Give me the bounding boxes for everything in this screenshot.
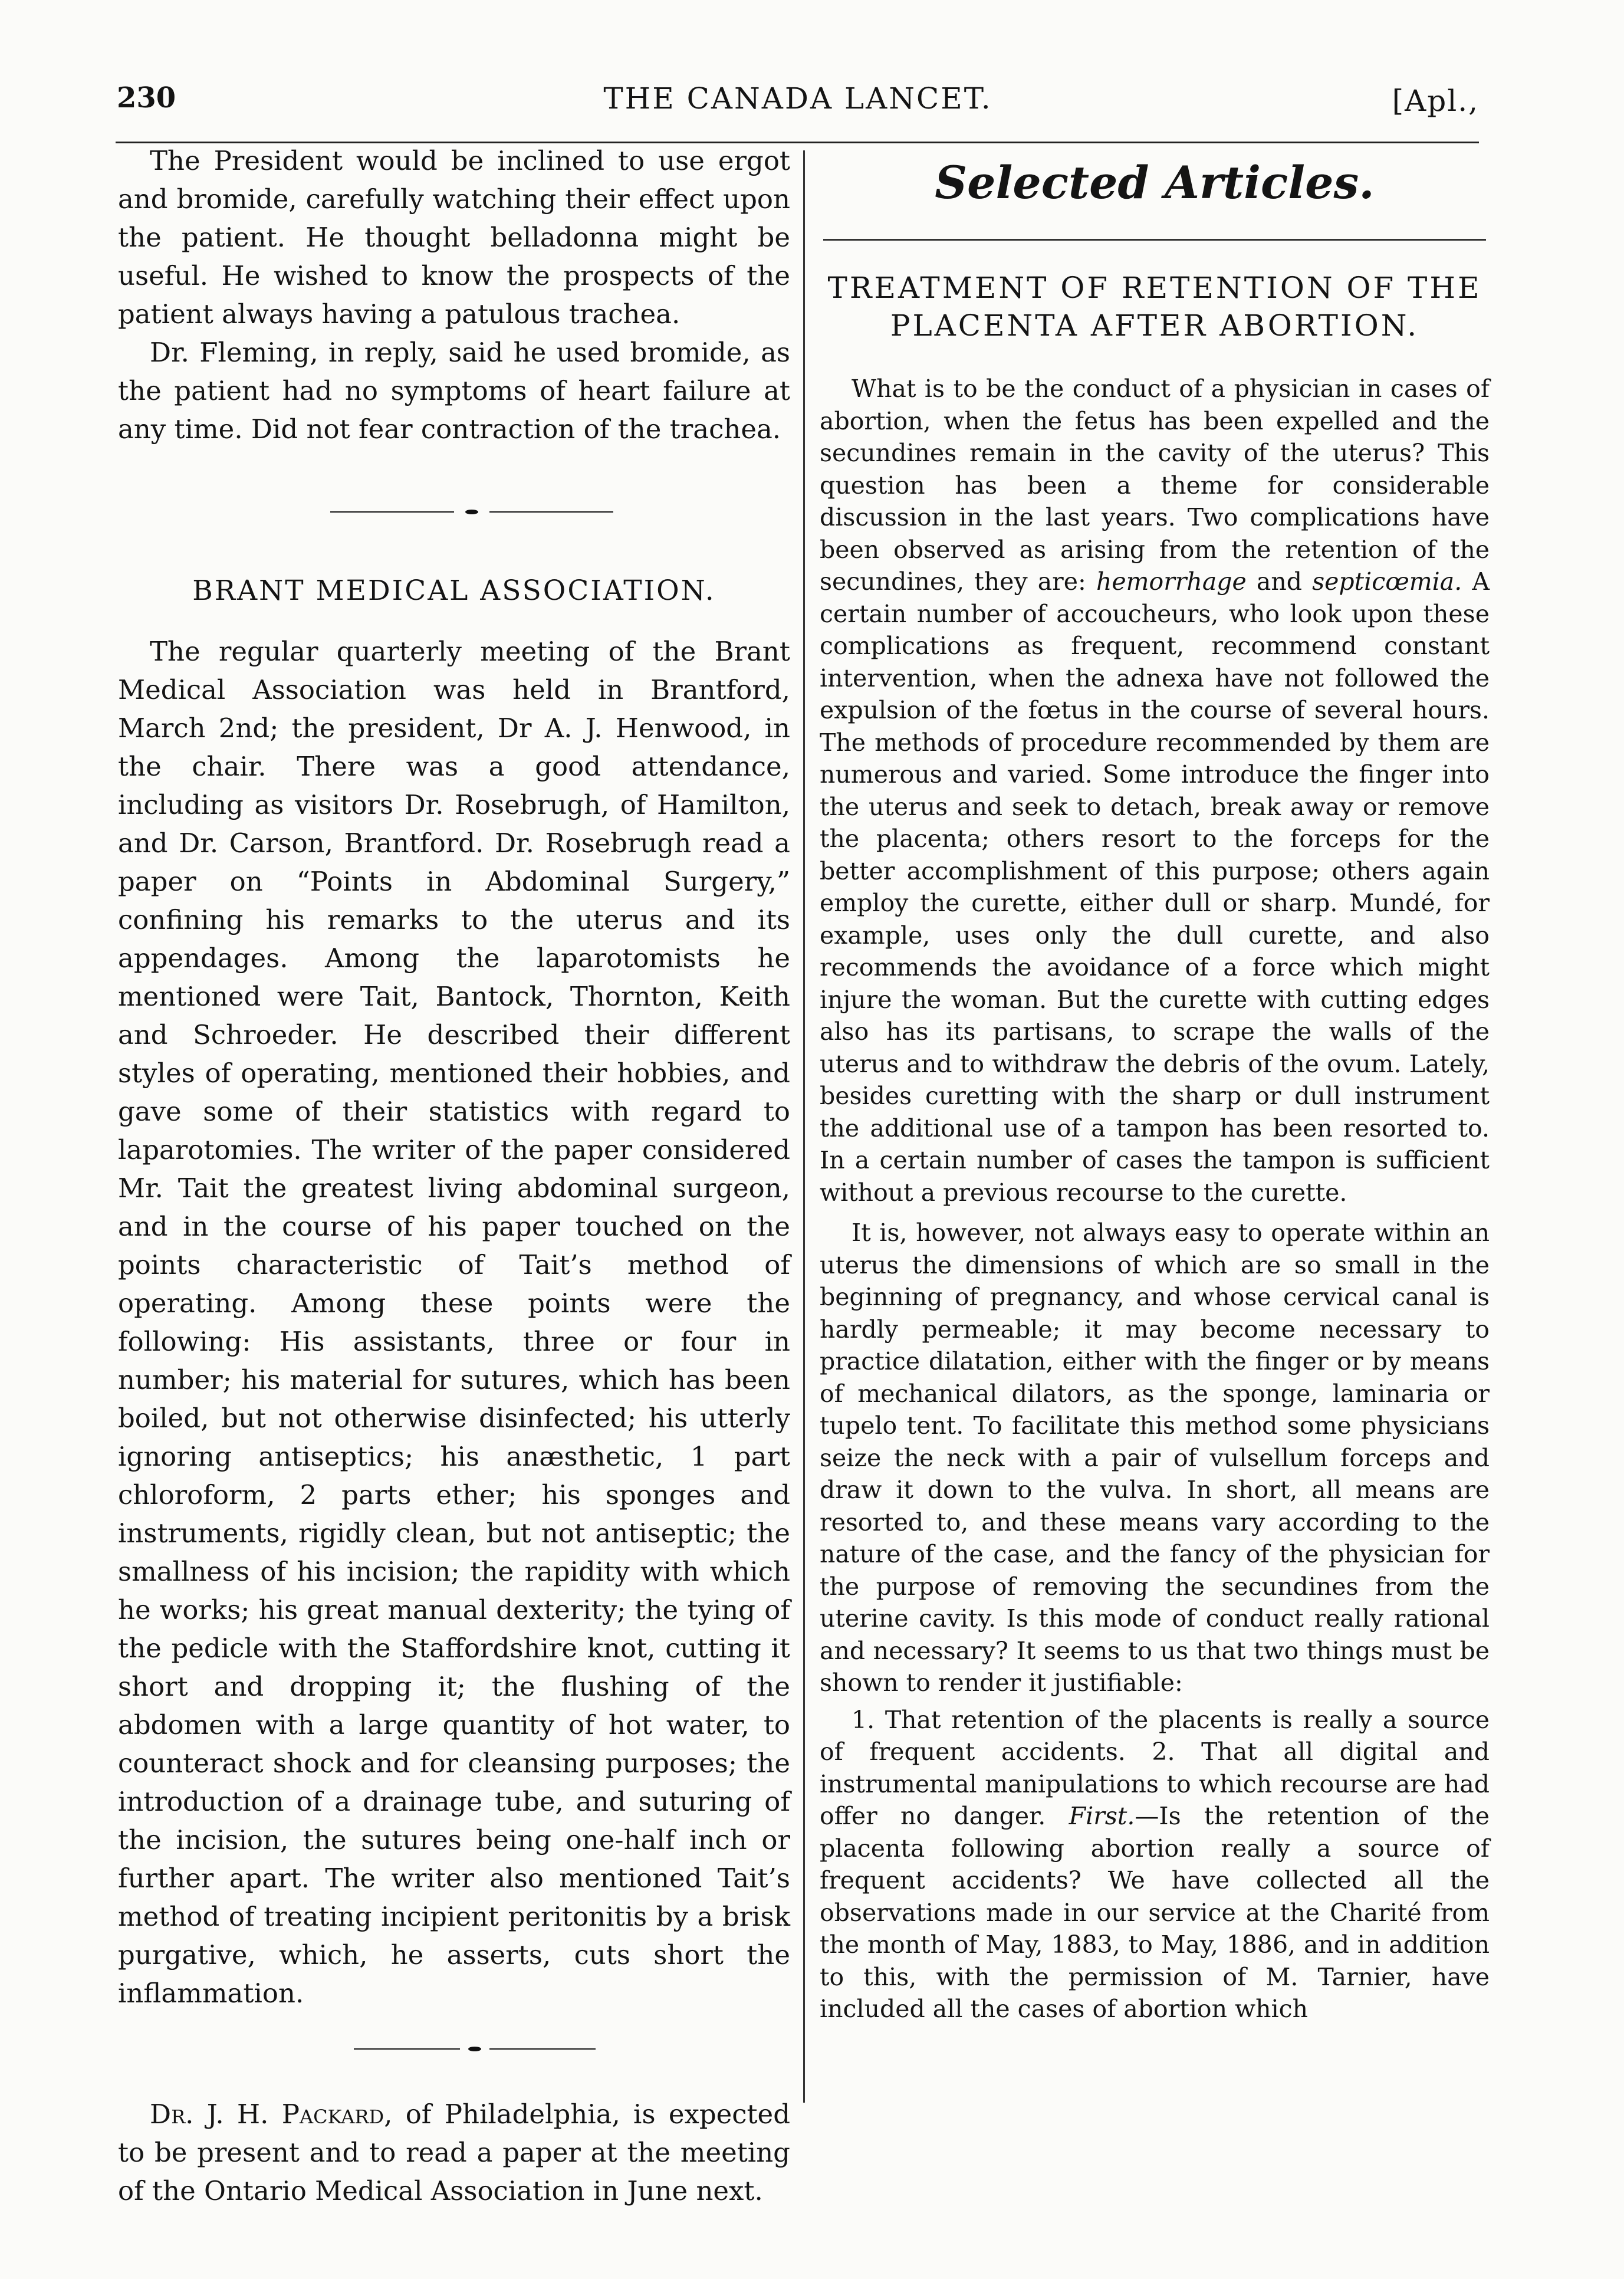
em-hemorrhage: hemorrhage: [1096, 567, 1247, 596]
selected-articles-heading: Selected Articles.: [935, 156, 1375, 209]
paragraph-article-3: 1. That retention of the placents is really a source of frequent accidents. 2. That all digital and instrumental manipulations to which recourse are had offer no danger. First.—Is the retention of the placenta following abortion really a source of frequent accidents? We have collected all the observations made in our service at the Charité from the month of May, 1883, to May, 1886, and in addition to this, with the permission of M. Tarnier, have included all the cases of abortion which: [820, 1705, 1490, 2023]
issue-mark: [Apl.,: [1392, 84, 1479, 118]
right-heading-rule: [823, 239, 1486, 241]
paragraph-article-2: It is, however, not always easy to operate within an uterus the dimensions of which are so small in the beginning of pregnancy, and whose cervical canal is hardly permeable; it may become necessary to practice dilatation, either with the finger or by means of mechanical dilators, as the sponge, laminaria or tupelo tent. To facilitate this method some physicians seize the neck with a pair of vulsellum forceps and draw it down to the vulva. In short, all means are resorted to, and these means vary according to the nature of the case, and the fancy of the physician for the purpose of removing the secundines from the uterine cavity. Is this mode of conduct really rational and necessary? It seems to us that two things must be shown to render it justifiable:: [820, 1219, 1490, 1697]
section-heading: BRANT MEDICAL ASSOCIATION.: [192, 574, 716, 607]
paragraph-brant-meeting: The regular quarterly meeting of the Brant Medical Association was held in Brantford, March 2nd; the president, Dr A. J. Henwood, in the chair. There was a good attendance, including as visitors Dr. Rosebrugh, of Hamilton, and Dr. Carson, Brantford. Dr. Rosebrugh read a paper on “Points in Abdominal Surgery,” confining his remarks to the uterus and its appendages. Among the laparotomists he mentioned were Tait, Bantock, Thornton, Keith and Schroeder. He described their different styles of operating, mentioned their hobbies, and gave some of their statistics with regard to laparotomies. The writer of the paper considered Mr. Tait the greatest living abdominal surgeon, and in the course of his paper touched on the points characteristic of Tait’s method of operating. Among these points were the following: His assistants, three or four in number; his material for sutures, which has been boiled, but not otherwise disinfected; his utterly ignoring antiseptics; his anæsthetic, 1 part chloroform, 2 parts ether; his sponges and instruments, rigidly clean, but not antiseptic; the smallness of his incision; the rapidity with which he works; his great manual dexterity; the tying of the pedicle with the Staffordshire knot, cutting it short and dropping it; the flushing of the abdomen with a large quantity of hot water, to counteract shock and for cleansing purposes; the introduction of a drainage tube, and suturing of the incision, the sutures being one-half inch or further apart. The writer also mentioned Tait’s method of treating incipient peritonitis by a brisk purgative, which, he asserts, cuts short the inflammation.: [118, 636, 790, 2009]
ornament-rule: [330, 510, 613, 514]
page-header: [117, 81, 1479, 140]
em-first: First.: [1069, 1802, 1135, 1830]
paragraph-fleming: Dr. Fleming, in reply, said he used bromide, as the patient had no symptoms of heart failure at any time. Did not fear contraction of the trachea.: [118, 337, 790, 445]
page-number: 230: [117, 81, 176, 114]
paragraph-article-1: What is to be the conduct of a physician in cases of abortion, when the fetus has been expelled and the secundines remain in the cavity of the uterus? This question has been a theme for considerable discussion in the last years. Two complications have been observed as arising from the retention of the secundines, they are: hemorrhage and septicœmia. A certain number of accoucheurs, who look upon these complications as frequent, recommend constant intervention, when the adnexa have not followed the expulsion of the fœtus in the course of several hours. The methods of procedure recommended by them are numerous and varied. Some introduce the finger into the uterus and seek to detach, break away or remove the placenta; others resort to the forceps for the better accomplishment of this purpose; others again employ the curette, either dull or sharp. Mundé, for example, uses only the dull curette, and also recommends the avoidance of a force which might injure the woman. But the curette with cutting edges also has its partisans, to scrape the walls of the uterus and to withdraw the debris of the ovum. Lately, besides curetting with the sharp or dull instrument the additional use of a tampon has been resorted to. In a certain number of cases the tampon is sufficient without a previous recourse to the curette.: [820, 375, 1490, 1207]
packard-name: Dr. J. H. Packard,: [150, 2099, 393, 2130]
paragraph-packard: [118, 2095, 790, 2210]
packard-text: of Philadelphia, is expected to be present and to read a paper at the meeting of the Ontario Medical Association in June next.: [118, 2099, 790, 2206]
running-title: THE CANADA LANCET.: [603, 81, 992, 116]
paragraph-president: The President would be inclined to use ergot and bromide, carefully watching their effect upon the patient. He thought belladonna might be useful. He wished to know the prospects of the patient always having a patulous trachea.: [118, 145, 790, 330]
right-column: [820, 150, 1490, 2025]
section-separator: [118, 448, 790, 572]
article-title: TREATMENT OF RETENTION OF THE PLACENTA AFTER ABORTION.: [827, 271, 1482, 343]
ornament-rule-2: [354, 2047, 596, 2051]
left-column: [118, 142, 790, 2210]
em-septicaemia: septicœmia.: [1312, 567, 1462, 596]
section-separator-2: [118, 2012, 790, 2077]
column-divider: [803, 150, 805, 2103]
